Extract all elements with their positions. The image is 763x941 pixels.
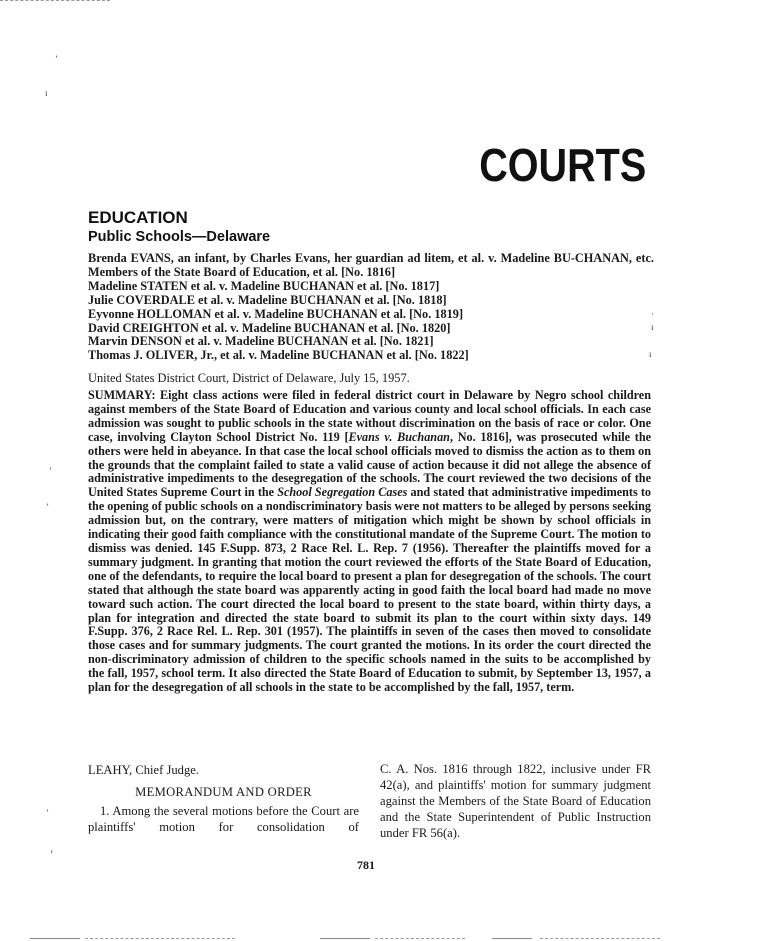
scan-speck: ʼ — [49, 466, 52, 476]
case-party-line: David CREIGHTON et al. v. Madeline BUCHANAN et al. [No. 1820] — [88, 320, 451, 335]
scan-speck: ı — [651, 322, 654, 332]
scan-speck: ɪ — [45, 88, 48, 98]
scan-edge-bottom — [85, 938, 235, 939]
court-and-date: United States District Court, District of Delaware, July 15, 1957. — [88, 371, 410, 385]
case-party-line: Thomas J. OLIVER, Jr., et al. v. Madeline BUCHANAN et al. [No. 1822] — [88, 348, 469, 363]
page-number: 781 — [357, 858, 375, 872]
opinion-paragraph-right: C. A. Nos. 1816 through 1822, inclusive under FR 42(a), and plaintiffs' motion for summary judgment against the Members of the State Board of Education and the State Superintendent of Public Instruction under FR 56(a). — [380, 762, 651, 840]
scan-edge-bottom — [540, 938, 660, 939]
case-citation-evans: Evans v. Buchanan — [348, 429, 450, 444]
opinion-paragraph-left: 1. Among the several motions before the Court are plaintiffs' motion for consolidation of — [88, 804, 359, 834]
case-citation-segregation: School Segregation Cases — [277, 485, 408, 500]
memorandum-heading: MEMORANDUM AND ORDER — [135, 785, 312, 799]
scan-edge-bottom — [320, 938, 370, 939]
subsection-heading: Public Schools—Delaware — [88, 229, 271, 245]
scan-speck: ʼ — [55, 54, 58, 64]
case-party-line: Julie COVERDALE et al. v. Madeline BUCHANAN et al. [No. 1818] — [88, 292, 447, 307]
case-summary — [88, 389, 651, 695]
page-title: COURTS — [478, 139, 646, 191]
scan-speck: ʼ — [46, 502, 49, 512]
scan-speck: ı — [649, 349, 652, 359]
summary-text: , No. 1816], was prosecuted while the others were held in abeyance. In that case the local school officials moved to dismiss the action as to them on the grounds that the complaint failed to state a valid cause of action because it did not allege the absence of administrative impediments to the desegregation of the schools. The court reviewed the two decisions of the United States Supreme Court in the — [88, 429, 652, 500]
case-party-line: Marvin DENSON et al. v. Madeline BUCHANAN et al. [No. 1821] — [88, 334, 434, 349]
summary-text: Eight class actions were filed in federal district court in Delaware by Negro school children against members of the State Board of Education and various county and local school officials. In each case admission was sought to public schools in the state without discrimination on the basis of race or color. One case, involving Clayton School District No. 119 [ — [88, 388, 651, 444]
case-party-line: Madeline STATEN et al. v. Madeline BUCHANAN et al. [No. 1817] — [88, 278, 440, 293]
scan-edge-bottom — [492, 938, 532, 939]
judge-name: LEAHY, Chief Judge. — [88, 763, 200, 777]
scan-speck: · — [651, 309, 654, 319]
scan-edge-bottom — [375, 938, 465, 939]
scan-speck: ʼ — [46, 808, 49, 818]
section-heading: EDUCATION — [88, 208, 188, 227]
case-party-line: Eyvonne HOLLOMAN et al. v. Madeline BUCHANAN et al. [No. 1819] — [88, 306, 464, 321]
case-party-line: Brenda EVANS, an infant, by Charles Evans, her guardian ad litem, et al. v. Madeline BU-CHANAN, etc. Members of the State Board of Education, et al. [No. 1816] — [88, 251, 654, 279]
case-parties-list — [88, 252, 654, 363]
scan-edge-bottom — [30, 938, 80, 939]
scan-speck: › — [50, 846, 53, 856]
summary-label: SUMMARY: — [88, 388, 156, 402]
summary-text: and stated that administrative impediments to the opening of public schools on a nondiscriminatory basis were not matters to be alleged by persons seeking admission but, on the contrary, were matters of mitigation which might be shown by school officials in indicating their good faith compliance with the constitutional mandate of the Supreme Court. The motion to dismiss was denied. 145 F.Supp. 873, 2 Race Rel. L. Rep. 7 (1956). Thereafter the plaintiffs moved for a summary judgment. In granting that motion the court reviewed the efforts of the State Board of Education, one of the defendants, to require the local board to present a plan for desegregation of the schools. The court stated that although the state board was apparently acting in good faith the local board had made no move toward such action. The court directed the local board to present to the state board, within thirty days, a plan for integration and directed the state board to submit its plan to the court within sixty days. 149 F.Supp. 376, 2 Race Rel. L. Rep. 301 (1957). The plaintiffs in seven of the cases then moved to consolidate those cases and for summary judgments. The court granted the motions. In its order the court directed the non-discriminatory admission of children to the specific schools named in the suits to be accomplished by the fall, 1957, school term. It also directed the State Board of Education to submit, by September 13, 1957, a plan for the desegregation of all schools in the state to be accomplished by the fall, 1957, term. — [88, 485, 651, 695]
scan-edge-top — [0, 0, 110, 1]
